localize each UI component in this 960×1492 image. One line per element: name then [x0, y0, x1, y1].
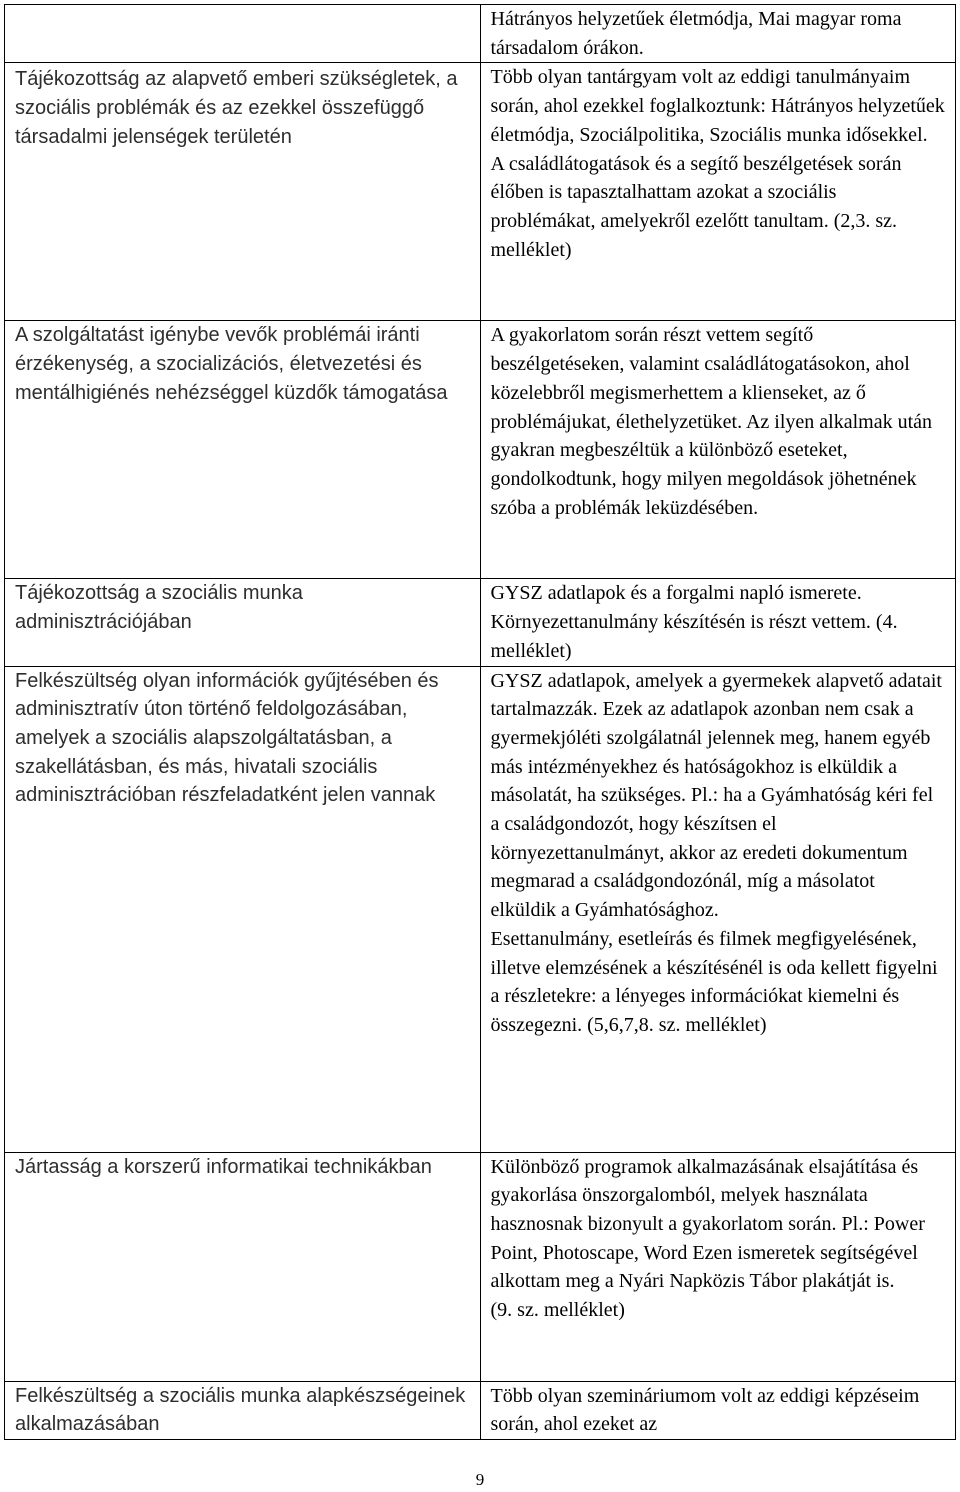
competency-cell: [5, 321, 481, 579]
description-cell: [480, 321, 956, 579]
description-paragraph: (9. sz. melléklet): [490, 1299, 625, 1322]
competency-text: Tájékozottság a szociális munka adminisztrációjában: [15, 582, 303, 634]
competency-cell: [5, 1152, 481, 1381]
competency-cell: [5, 666, 481, 1152]
competency-cell: [5, 63, 481, 321]
competency-text: Tájékozottság az alapvető emberi szükségletek, a szociális problémák és az ezekkel összefüggő társadalmi jelenségek területén: [15, 68, 458, 148]
description-cell: [480, 1152, 956, 1381]
description-paragraph: Esettanulmány, esetleírás és filmek megfigyelésének, illetve elemzésének a készítésénél is oda kellett figyelni a részletekre: a lényeges információkat kiemelni és összegezni. (5,6,7,8. sz. melléklet): [490, 927, 938, 1036]
description-cell: [480, 63, 956, 321]
description-cell: [480, 1381, 956, 1439]
table-row: [5, 63, 956, 321]
competency-cell: [5, 1381, 481, 1439]
description-paragraph: Különböző programok alkalmazásának elsajátítása és gyakorlása önszorgalomból, melyek használata hasznosnak bizonyult a gyakorlatom során. Pl.: Power Point, Photoscape, Word Ezen ismeretek segítségével alkottam meg a Nyári Napközis Tábor plakátját is.: [490, 1155, 925, 1293]
table-row: [5, 5, 956, 63]
table-row: [5, 321, 956, 579]
competency-cell: [5, 5, 481, 63]
competency-cell: [5, 579, 481, 666]
table-row: [5, 579, 956, 666]
page-number: 9: [475, 1470, 485, 1489]
description-cell: [480, 666, 956, 1152]
description-paragraph: A gyakorlatom során részt vettem segítő beszélgetéseken, valamint családlátogatásokon, ahol közelebbről megismerhettem a klienseket, az ő problémájukat, élethelyzetüket. Az ilyen alkalmak után gyakran megbeszéltük a különböző eseteket, gondolkodtunk, hogy milyen megoldások jöhetnének szóba a problémák leküzdésében.: [490, 324, 933, 519]
competency-text: Felkészültség a szociális munka alapkészségeinek alkalmazásában: [15, 1384, 466, 1436]
description-cell: [480, 5, 956, 63]
description-paragraph: Hátrányos helyzetűek életmódja, Mai magyar roma társadalom órákon.: [490, 8, 902, 59]
description-paragraph: GYSZ adatlapok és a forgalmi napló ismerete. Környezettanulmány készítésén is részt vettem. (4. melléklet): [490, 582, 898, 662]
description-paragraph: Több olyan tantárgyam volt az eddigi tanulmányaim során, ahol ezekkel foglalkoztunk: Hátrányos helyzetűek életmódja, Szociálpolitika, Szociális munka idősekkel.: [490, 66, 945, 146]
description-paragraph: GYSZ adatlapok, amelyek a gyermekek alapvető adatait tartalmazzák. Ezek az adatlapok azonban nem csak a gyermekjóléti szolgálatnál jelennek meg, hanem egyéb más intézményekhez és hatóságokhoz is elküldik a másolatát, ha szükséges. Pl.: ha a Gyámhatóság kéri fel a családgondozót, hogy készítsen el környezettanulmányt, akkor az eredeti dokumentum megmarad a családgondozónál, míg a másolatot elküldik a Gyámhatósághoz.: [490, 669, 942, 922]
competency-text: Jártasság a korszerű informatikai technikákban: [15, 1155, 432, 1178]
competency-text: Felkészültség olyan információk gyűjtésében és adminisztratív úton történő feldolgozásában, amelyek a szociális alapszolgáltatásban, a szakellátásban, és más, hivatali szociális adminisztrációban részfeladatként jelen vannak: [15, 669, 439, 807]
competency-table: [4, 4, 956, 1440]
table-row: [5, 666, 956, 1152]
table-row: [5, 1152, 956, 1381]
description-cell: [480, 579, 956, 666]
description-paragraph: A családlátogatások és a segítő beszélgetések során élőben is tapasztalhattam azokat a szociális problémákat, amelyekről ezelőtt tanultam. (2,3. sz. melléklet): [490, 152, 902, 261]
table-row: [5, 1381, 956, 1439]
description-paragraph: Több olyan szemináriumom volt az eddigi képzéseim során, ahol ezeket az: [490, 1384, 920, 1436]
competency-text: A szolgáltatást igénybe vevők problémái iránti érzékenység, a szocializációs, életvezetési és mentálhigiénés nehézséggel küzdők támogatása: [15, 324, 448, 404]
